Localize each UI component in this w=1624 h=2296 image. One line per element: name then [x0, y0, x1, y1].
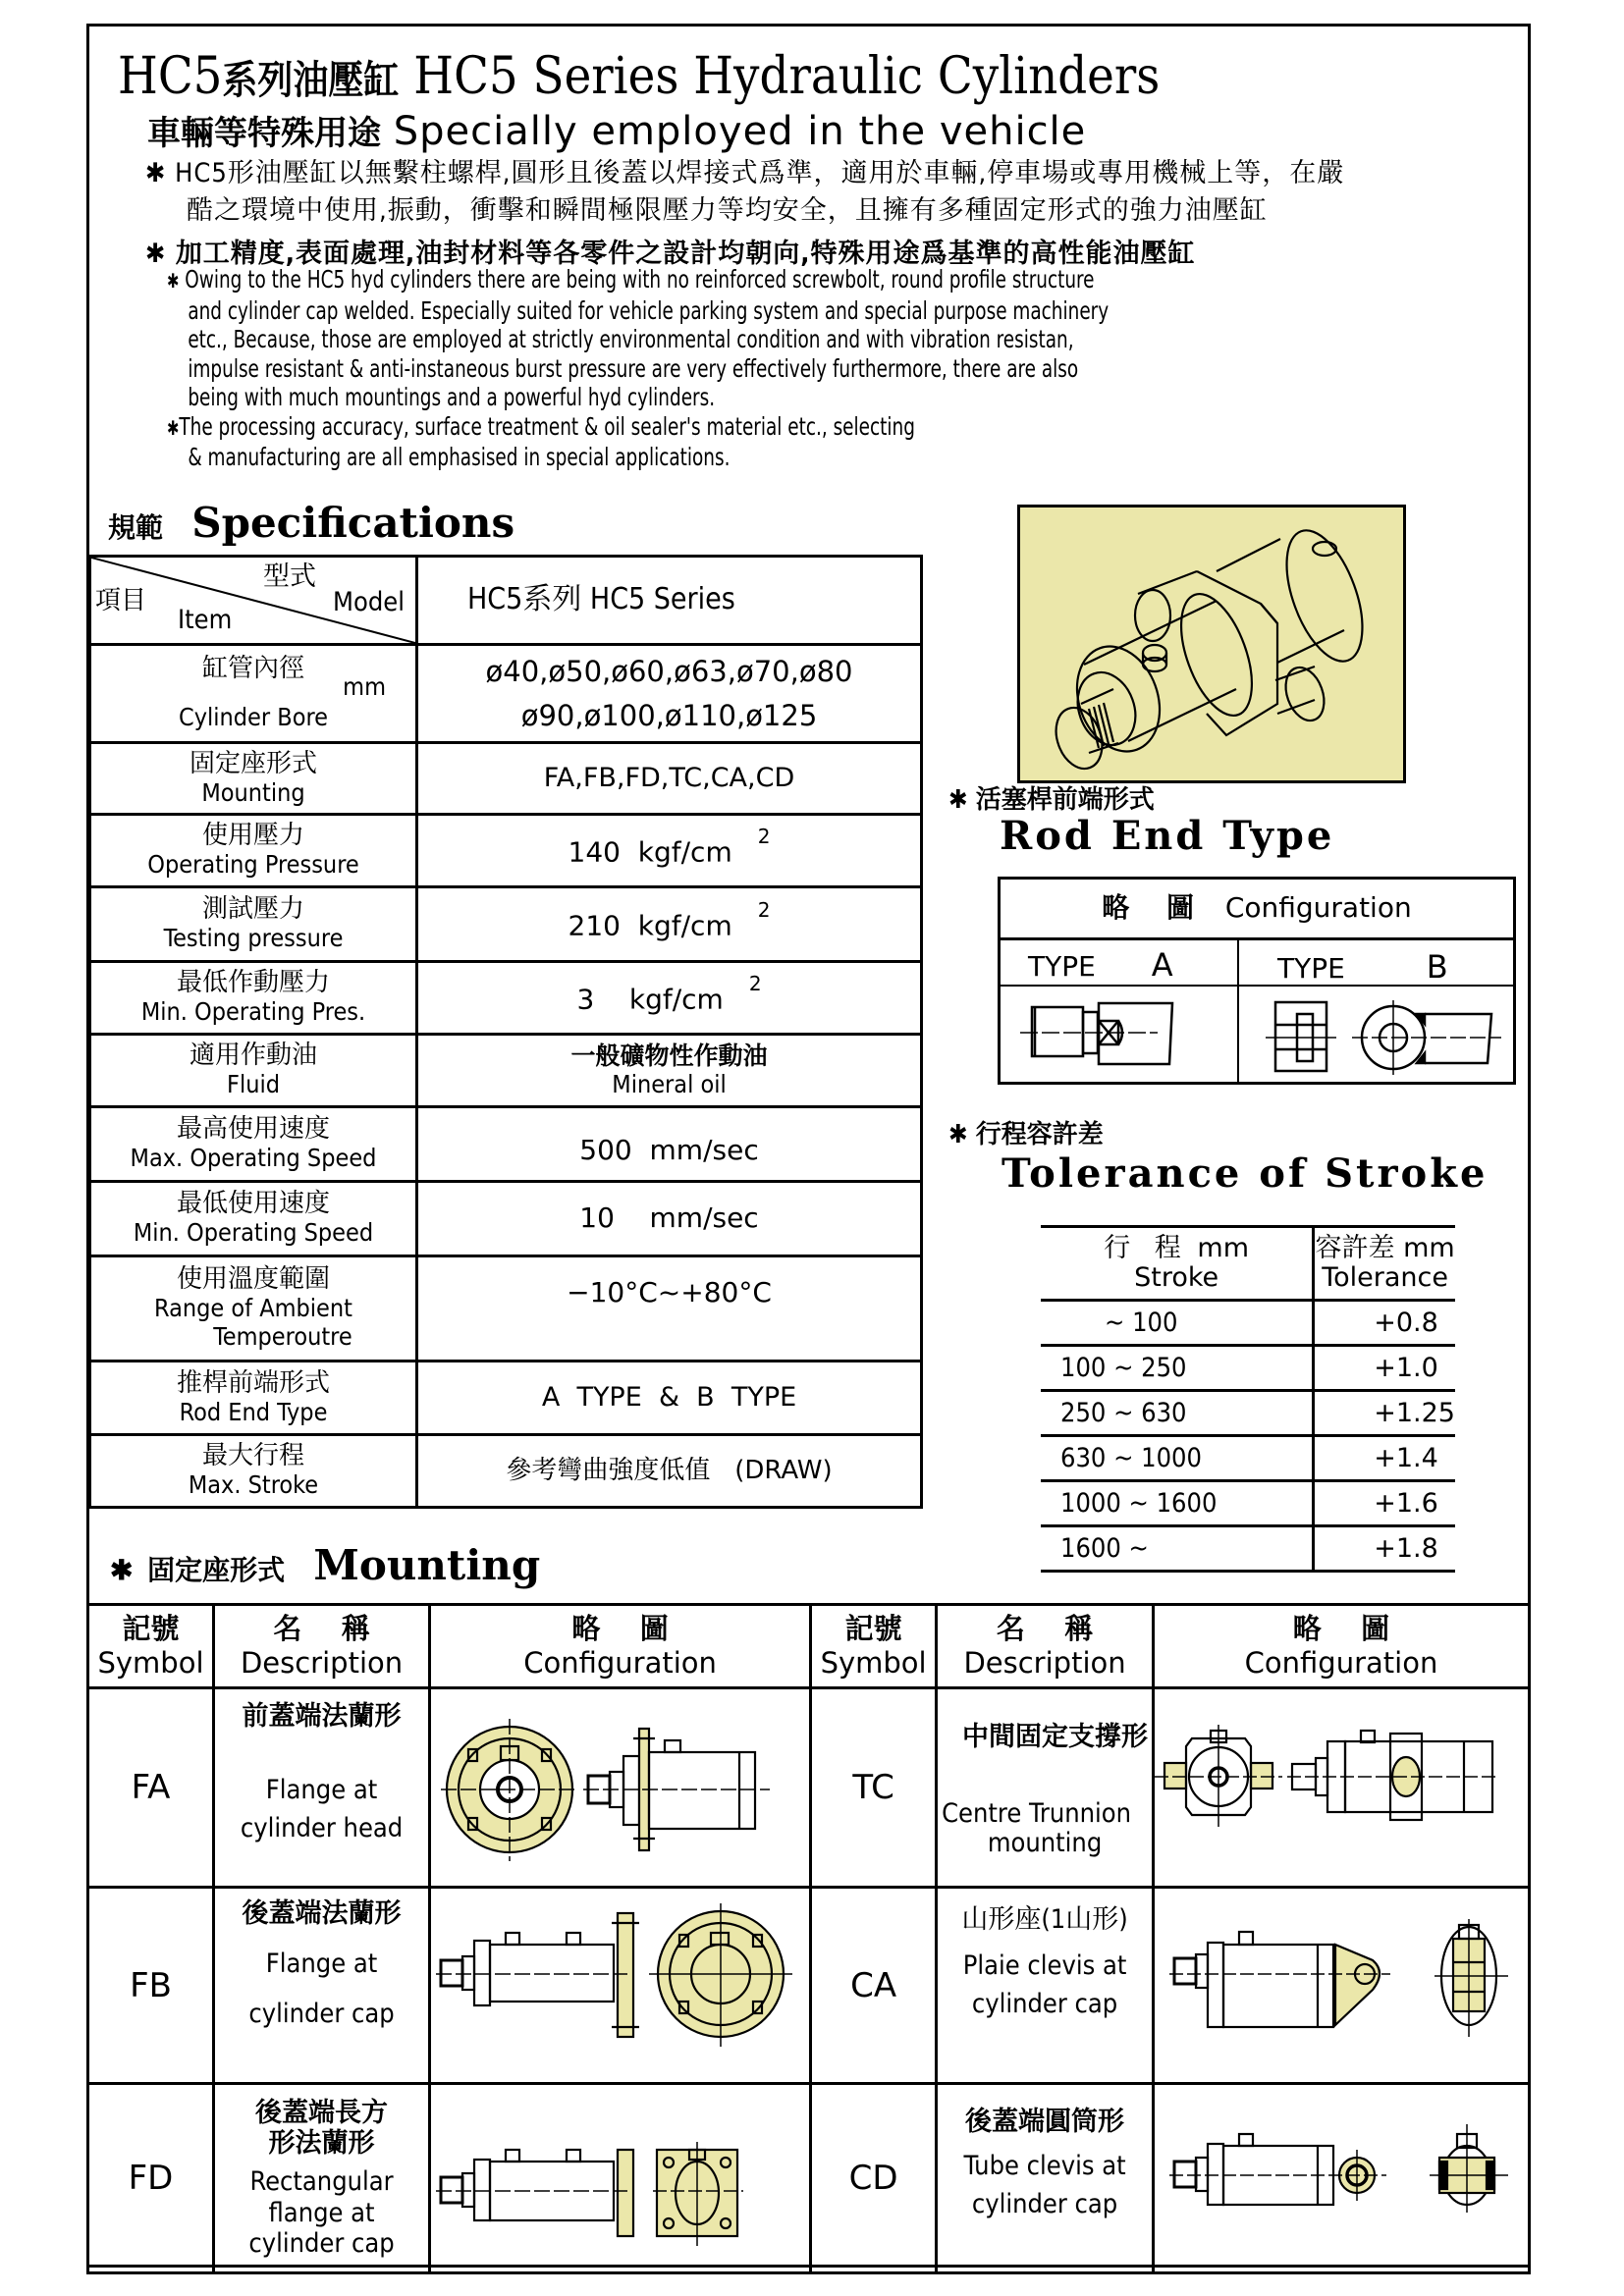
config-zh: 略 圖 [1102, 891, 1209, 924]
spec-row [90, 1182, 922, 1256]
rod-end-table [998, 877, 1516, 1085]
mounting-description [214, 1688, 430, 1888]
spec-row [90, 1435, 922, 1508]
tolerance-value: +1.0 [1314, 1346, 1455, 1391]
mounting-table [86, 1603, 1531, 2274]
tolerance-value: +1.4 [1314, 1436, 1455, 1481]
spec-row [90, 1035, 922, 1107]
spec-label-cell [90, 1256, 417, 1362]
spec-label-zh: 最高使用速度 [176, 1114, 330, 1145]
description-en: Centre Trunnion [942, 1797, 1132, 1829]
subtitle-zh: 車輛等特殊用途 [147, 114, 381, 153]
header-zh: 略 圖 [571, 1612, 669, 1646]
stroke-range: 630 ~ 1000 [1041, 1436, 1314, 1481]
spec-label-cell [90, 1182, 417, 1256]
intro-en-text: Owing to the HC5 hyd cylinders there are being with no reinforced screwbolt, round profile structure [185, 265, 1095, 294]
mounting-symbol: TC [811, 1688, 937, 1888]
mounting-header-row [88, 1605, 1530, 1688]
mounting-symbol: CA [811, 1888, 937, 2084]
spec-value: 一般礦物性作動油 [570, 1041, 768, 1070]
bullet-icon: ✱ [145, 158, 167, 188]
type-a-label [1028, 946, 1173, 984]
spec-title-en: Specifications [191, 499, 515, 547]
tolerance-value: +1.25 [1314, 1391, 1455, 1436]
tolerance-table [1041, 1225, 1455, 1573]
title-en: HC5 Series Hydraulic Cylinders [413, 47, 1161, 106]
description-en: mounting [987, 1827, 1103, 1858]
configuration-header [1154, 1605, 1530, 1688]
spec-label-en: Rod End Type [179, 1397, 328, 1426]
unit: mm [1403, 1233, 1455, 1264]
symbol-header [811, 1605, 937, 1688]
spec-label-zh: 缸管內徑 [201, 654, 304, 684]
spec-header-diagonal-cell [90, 557, 417, 645]
spec-label-en: Range of Ambient [154, 1294, 352, 1323]
spec-label-en: Cylinder Bore [178, 703, 328, 732]
tolerance-title-zh: 行程容許差 [975, 1120, 1104, 1149]
subtitle-en: Specially employed in the vehicle [393, 109, 1087, 154]
rod-end-heading-zh [948, 779, 1155, 816]
spec-value: 參考彎曲強度低值 (DRAW) [417, 1435, 922, 1508]
intro-zh-text: HC5形油壓缸以無繫柱螺桿,圓形且後蓋以焊接式爲準，適用於車輛,停車場或專用機械上等，在嚴 [175, 158, 1345, 188]
specifications-title [108, 499, 514, 547]
spec-label-zh: 推桿前端形式 [176, 1367, 330, 1398]
model-zh-label: 型式 [263, 561, 316, 592]
intro-en-line: impulse resistant & anti-instaneous burst pressure are very effectively furthermore, there are also [188, 353, 1079, 383]
header-en: Description [240, 1646, 404, 1680]
spec-label-zh: 最低作動壓力 [176, 968, 330, 998]
description-en: cylinder head [240, 1813, 404, 1844]
tolerance-row [1041, 1436, 1455, 1481]
item-zh-label: 項目 [95, 586, 147, 615]
mounting-title-en: Mounting [313, 1541, 541, 1589]
mounting-configuration [430, 1688, 811, 1888]
hydraulic-cylinder-icon [1020, 507, 1403, 780]
spec-label-zh: 測試壓力 [201, 894, 304, 925]
rod-end-title-zh: 活塞桿前端形式 [975, 785, 1155, 815]
description-zh: 山形座(1山形) [961, 1904, 1128, 1935]
description-zh: 後蓋端長方形法蘭形 [255, 2098, 389, 2160]
tolerance-header-row [1041, 1227, 1455, 1301]
spec-label-cell [90, 1435, 417, 1508]
description-zh: 前蓋端法蘭形 [242, 1701, 402, 1732]
rod-end-config-header [1001, 880, 1513, 940]
spec-row [90, 645, 922, 743]
intro-en-line: and cylinder cap welded. Especially suited for vehicle parking system and special purpose machinery [188, 295, 1110, 325]
mounting-description [937, 2084, 1154, 2273]
column-divider [1237, 940, 1239, 1083]
description-en: Plaie clevis at [962, 1950, 1127, 1982]
type-b-label [1277, 948, 1448, 986]
mounting-configuration [430, 1888, 811, 2084]
spec-value: 140 kgf/cm [568, 835, 732, 869]
intro-en-line [167, 412, 1109, 444]
mounting-description [937, 1688, 1154, 1888]
header-zh: 略 圖 [1292, 1612, 1390, 1646]
mounting-title-zh: 固定座形式 [147, 1554, 286, 1586]
bullet-icon: ✱ [948, 1120, 968, 1149]
header-en: Configuration [1244, 1646, 1438, 1680]
bullet-icon: ✱ [145, 239, 167, 269]
tolerance-value: +0.8 [1314, 1301, 1455, 1346]
spec-label-en: Max. Stroke [188, 1470, 319, 1500]
rod-end-title-en: Rod End Type [1000, 813, 1335, 859]
tc-trunnion-drawing-icon [1155, 1689, 1528, 1886]
superscript: 2 [748, 971, 762, 995]
stroke-header [1041, 1227, 1314, 1301]
spec-value-cell [417, 1035, 922, 1107]
spec-value: 210 kgf/cm [568, 909, 732, 942]
mounting-row [88, 1888, 1530, 2084]
fb-rear-flange-drawing-icon [431, 1890, 804, 2082]
spec-label-zh: 最低使用速度 [176, 1189, 330, 1219]
spec-value-cell [417, 962, 922, 1035]
header-zh: 名 稱 [273, 1612, 370, 1646]
header-en: Symbol [97, 1646, 204, 1680]
type-letter: A [1151, 946, 1173, 984]
description-header [937, 1605, 1154, 1688]
spec-label-cell [90, 815, 417, 887]
tolerance-header-en: Tolerance [1322, 1262, 1448, 1293]
spec-model-value: HC5系列 HC5 Series [417, 557, 922, 645]
intro-en-text: The processing accuracy, surface treatment & oil sealer's material etc., selecting [179, 411, 915, 441]
fa-front-flange-drawing-icon [431, 1689, 804, 1886]
spec-value: A TYPE & B TYPE [417, 1362, 922, 1435]
mounting-configuration [1154, 1888, 1530, 2084]
spec-row [90, 743, 922, 815]
intro-en-block [167, 265, 1316, 472]
header-zh: 記號 [122, 1612, 180, 1646]
spec-label-zh: 使用溫度範圍 [176, 1264, 330, 1295]
type-a-rod-end-icon [1020, 995, 1217, 1074]
configuration-header [430, 1605, 811, 1688]
mounting-description [937, 1888, 1154, 2084]
stroke-range: 1600 ~ [1041, 1526, 1314, 1572]
mounting-symbol: FA [88, 1688, 214, 1888]
tolerance-title-en: Tolerance of Stroke [1001, 1150, 1489, 1197]
description-en: flange at [268, 2197, 375, 2228]
header-zh: 記號 [844, 1612, 902, 1646]
description-en: Rectangular [249, 2166, 394, 2198]
type-letter: B [1426, 948, 1448, 986]
spec-value: ø90,ø100,ø110,ø125 [520, 698, 818, 732]
ca-clevis-drawing-icon [1155, 1890, 1528, 2082]
type-label: TYPE [1028, 950, 1096, 983]
spec-value: −10°C~+80°C [417, 1256, 922, 1362]
spec-label-en: Min. Operating Pres. [140, 997, 366, 1027]
page-subtitle [147, 106, 1086, 154]
tolerance-row [1041, 1391, 1455, 1436]
symbol-header [88, 1605, 214, 1688]
type-label: TYPE [1277, 952, 1345, 985]
spec-value: 3 kgf/cm [576, 983, 724, 1016]
spec-row [90, 1256, 922, 1362]
spec-label-zh: 適用作動油 [189, 1041, 317, 1071]
mounting-symbol: FD [88, 2084, 214, 2273]
superscript: 2 [757, 897, 771, 922]
bullet-icon: ✱ [110, 1554, 134, 1586]
stroke-range: ~ 100 [1041, 1301, 1314, 1346]
header-en: Symbol [820, 1646, 927, 1680]
spec-row [90, 1107, 922, 1182]
spec-row [90, 962, 922, 1035]
mounting-configuration [1154, 2084, 1530, 2273]
spec-label-zh: 使用壓力 [201, 821, 304, 851]
intro-en-line: being with much mountings and a powerful hyd cylinders. [188, 383, 716, 411]
intro-en-line: etc., Because, those are employed at strictly environmental condition and with vibration resistan, [188, 325, 1074, 353]
tolerance-row [1041, 1526, 1455, 1572]
tolerance-value: +1.8 [1314, 1526, 1455, 1572]
specifications-table [88, 555, 923, 1509]
mounting-description [214, 2084, 430, 2273]
description-zh: 中間固定支撐形 [962, 1721, 1148, 1752]
spec-label-en: Temperoutre [213, 1321, 352, 1351]
mounting-row [88, 2084, 1530, 2273]
model-en-label: Model [333, 587, 405, 617]
header-zh: 名 稱 [996, 1612, 1094, 1646]
spec-label-en: Operating Pressure [147, 850, 359, 880]
tolerance-row [1041, 1481, 1455, 1526]
mounting-symbol: CD [811, 2084, 937, 2273]
spec-label-zh: 固定座形式 [189, 748, 317, 778]
stroke-range: 250 ~ 630 [1041, 1391, 1314, 1436]
spec-header-row [90, 557, 922, 645]
spec-value-cell [417, 815, 922, 887]
intro-zh-text: 加工精度,表面處理,油封材料等各零件之設計均朝向,特殊用途爲基準的高性能油壓缸 [175, 239, 1196, 269]
spec-value: Mineral oil [612, 1069, 727, 1098]
description-en: cylinder cap [248, 2227, 395, 2259]
spec-label-cell [90, 1107, 417, 1182]
superscript: 2 [757, 824, 771, 848]
tolerance-header-zh: 容許差 [1315, 1233, 1395, 1264]
stroke-range: 100 ~ 250 [1041, 1346, 1314, 1391]
description-en: Flange at [265, 1775, 378, 1806]
bullet-icon: ✱ [167, 269, 180, 293]
tolerance-value: +1.6 [1314, 1481, 1455, 1526]
tolerance-header [1314, 1227, 1455, 1301]
fd-rectangular-flange-drawing-icon [431, 2085, 804, 2271]
type-b-rod-end-icon [1256, 992, 1511, 1081]
description-en: cylinder cap [971, 2189, 1118, 2220]
spec-value-cell [417, 645, 922, 743]
spec-row [90, 887, 922, 962]
intro-zh-2: 酷之環境中使用,振動，衝擊和瞬間極限壓力等均安全，且擁有多種固定形式的強力油壓缸 [187, 195, 1268, 226]
spec-label-cell [90, 962, 417, 1035]
intro-en-line: & manufacturing are all emphasised in special applications. [188, 443, 731, 471]
tolerance-row [1041, 1301, 1455, 1346]
stroke-range: 1000 ~ 1600 [1041, 1481, 1314, 1526]
tolerance-row [1041, 1346, 1455, 1391]
spec-label-en: Testing pressure [163, 924, 344, 953]
intro-zh-1 [145, 151, 1344, 189]
unit: mm [1197, 1233, 1250, 1264]
tolerance-heading-zh [948, 1114, 1104, 1150]
config-en: Configuration [1224, 891, 1412, 924]
mounting-row [88, 1688, 1530, 1888]
intro-en-line [167, 265, 1109, 296]
cd-tube-clevis-drawing-icon [1155, 2085, 1528, 2271]
item-en-label: Item [178, 605, 233, 635]
mounting-description [214, 1888, 430, 2084]
spec-label-en: Min. Operating Speed [133, 1218, 374, 1248]
spec-label-en: Fluid [227, 1070, 280, 1099]
spec-label-cell [90, 887, 417, 962]
spec-value: FA,FB,FD,TC,CA,CD [417, 743, 922, 815]
description-en: cylinder cap [248, 1999, 395, 2030]
title-prefix: HC5 [118, 47, 223, 106]
description-en: cylinder cap [971, 1989, 1118, 2020]
stroke-header-en: Stroke [1134, 1262, 1219, 1293]
description-zh: 後蓋端法蘭形 [242, 1898, 402, 1929]
spec-row [90, 1362, 922, 1435]
cylinder-illustration [1017, 505, 1406, 783]
mounting-symbol: FB [88, 1888, 214, 2084]
mounting-configuration [1154, 1688, 1530, 1888]
spec-label-cell [90, 1362, 417, 1435]
title-zh: 系列油壓缸 [222, 57, 400, 103]
spec-title-zh: 規範 [108, 511, 164, 544]
header-en: Description [963, 1646, 1126, 1680]
description-en: Flange at [265, 1949, 378, 1980]
spec-row [90, 815, 922, 887]
mounting-configuration [430, 2084, 811, 2273]
page-title [118, 47, 1160, 106]
spec-label-zh: 最大行程 [201, 1441, 304, 1471]
spec-label-cell [90, 743, 417, 815]
spec-label-en: Max. Operating Speed [130, 1144, 377, 1173]
spec-label-cell [90, 645, 417, 743]
spec-value: 10 mm/sec [417, 1182, 922, 1256]
spec-value-cell [417, 887, 922, 962]
stroke-header-zh: 行 程 [1104, 1233, 1189, 1264]
mounting-title [110, 1541, 540, 1589]
bullet-icon: ✱ [948, 785, 968, 815]
header-en: Configuration [523, 1646, 717, 1680]
description-header [214, 1605, 430, 1688]
description-zh: 後蓋端圓筒形 [965, 2107, 1125, 2137]
spec-label-en: Mounting [201, 777, 305, 807]
bullet-icon: ✱ [167, 415, 180, 440]
spec-label-cell [90, 1035, 417, 1107]
description-en: Tube clevis at [963, 2151, 1126, 2182]
spec-unit: mm [343, 672, 386, 701]
spec-value: 500 mm/sec [417, 1107, 922, 1182]
spec-value: ø40,ø50,ø60,ø63,ø70,ø80 [485, 654, 853, 688]
